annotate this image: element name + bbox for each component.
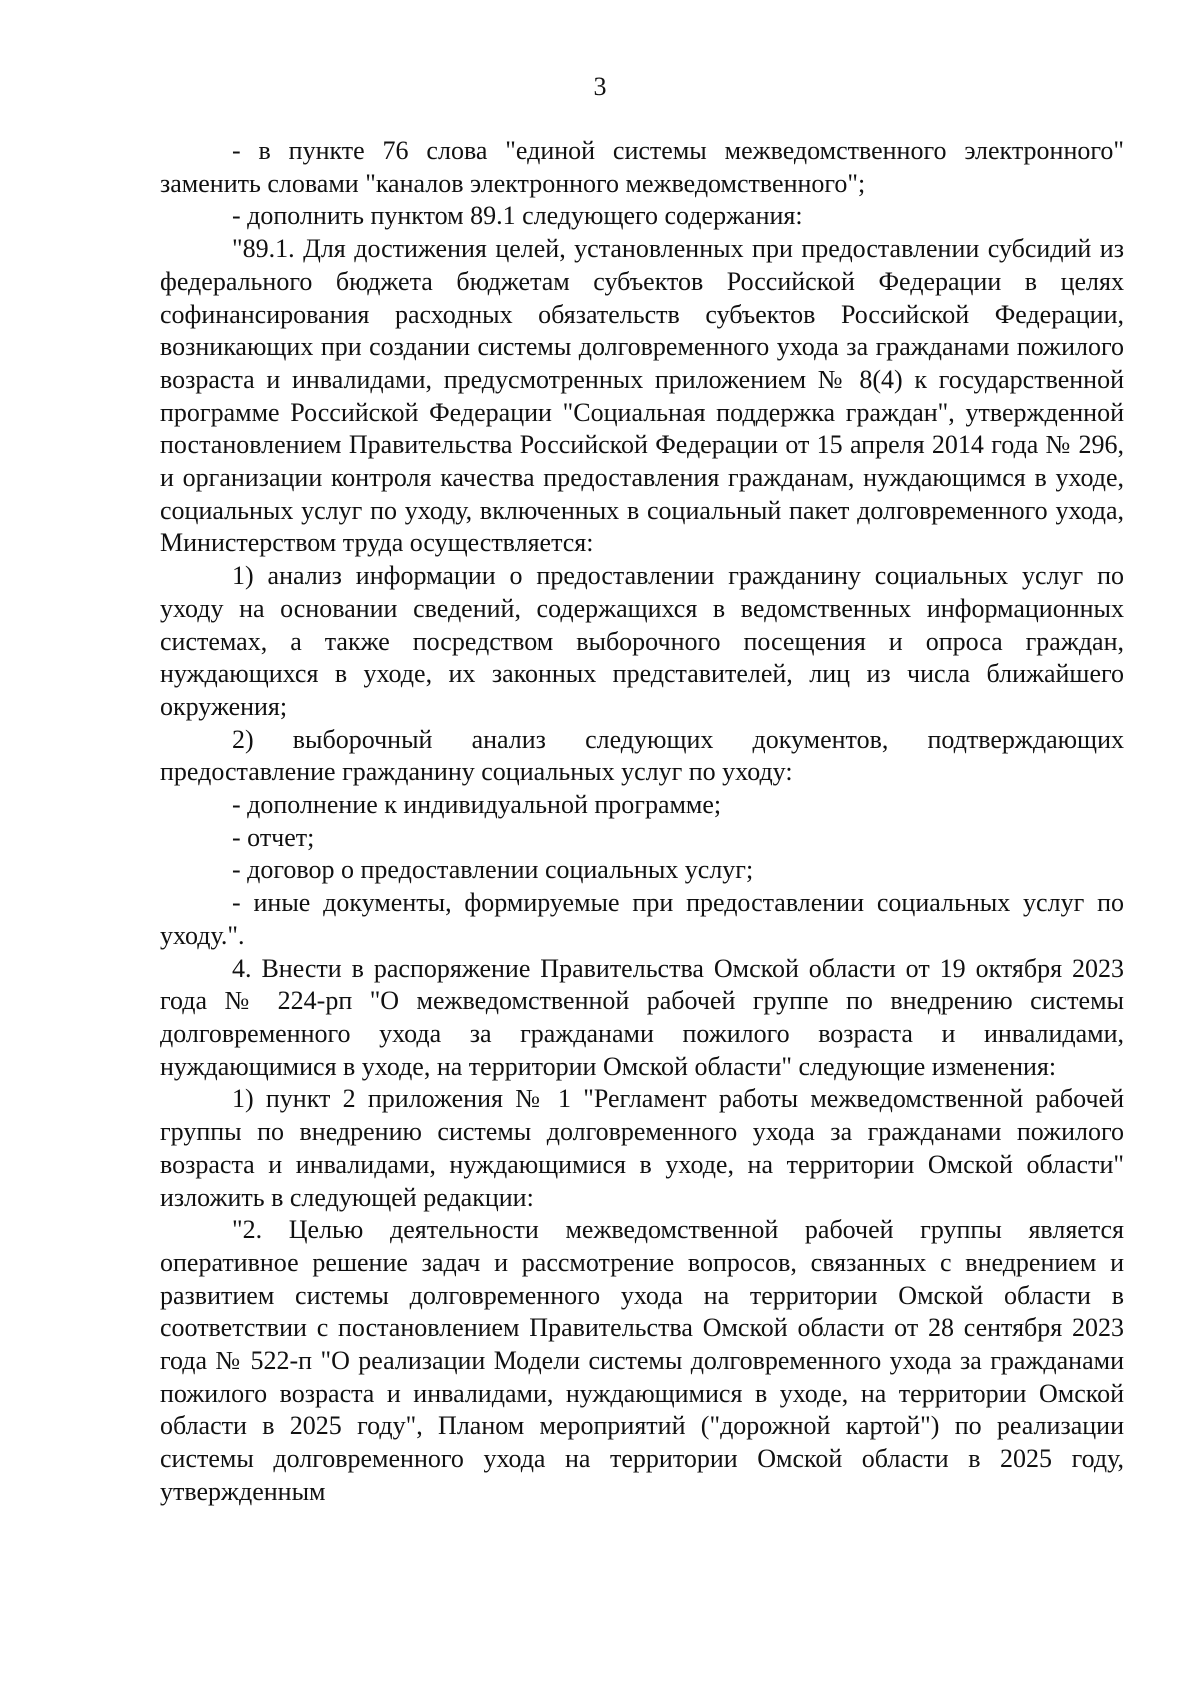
document-body — [160, 135, 1124, 1509]
list-item-other-documents: - иные документы, формируемые при предоставлении социальных услуг по уходу.". — [160, 888, 1124, 950]
list-item-contract: - договор о предоставлении социальных услуг; — [232, 855, 754, 885]
paragraph-section-4: 4. Внести в распоряжение Правительства Омской области от 19 октября 2023 года № 224-рп "О межведомственной рабочей группе по внедрению системы долговременного ухода за гражданами пожилого возраста и инвалидами, нуждающимися в уходе, на территории Омской области" следующие изменения: — [160, 953, 1124, 1081]
page-number: 3 — [593, 72, 607, 101]
paragraph-subitem-2-documents: 2) выборочный анализ следующих документов, подтверждающих предоставление гражданину социальных услуг по уходу: — [160, 724, 1124, 787]
paragraph-section-4-subitem-1: 1) пункт 2 приложения № 1 "Регламент работы межведомственной рабочей группы по внедрению системы долговременного ухода за гражданами пожилого возраста и инвалидами, нуждающимися в уходе, на территории Омской области" изложить в следующей редакции: — [160, 1084, 1124, 1212]
list-item-report: - отчет; — [232, 822, 315, 852]
paragraph-item-89-1-text: "89.1. Для достижения целей, установленных при предоставлении субсидий из федерального бюджета бюджетам субъектов Российской Федерации в целях софинансирования расходных обязательств субъектов Российской Федерации, возникающих при создании системы долговременного ухода за гражданами пожилого возраста и инвалидами, предусмотренных приложением № 8(4) к государственной программе Российской Федерации "Социальная поддержка граждан", утвержденной постановлением Правительства Российской Федерации от 15 апреля 2014 года № 296, и организации контроля качества предоставления гражданам, нуждающимся в уходе, социальных услуг по уходу, включенных в социальный пакет долговременного ухода, Министерством труда осуществляется: — [160, 234, 1124, 558]
list-item-supplement: - дополнение к индивидуальной программе; — [232, 790, 722, 820]
paragraph-item-76-amendment: - в пункте 76 слова "единой системы межведомственного электронного" заменить словами "каналов электронного межведомственного"; — [160, 136, 1124, 198]
paragraph-subitem-1-analysis: 1) анализ информации о предоставлении гражданину социальных услуг по уходу на основании сведений, содержащихся в ведомственных информационных системах, а также посредством выборочного посещения и опроса граждан, нуждающихся в уходе, их законных представителей, лиц из числа ближайшего окружения; — [160, 561, 1124, 721]
paragraph-section-4-item-2-text: "2. Целью деятельности межведомственной рабочей группы является оперативное решение задач и рассмотрение вопросов, связанных с внедрением и развитием системы долговременного ухода на территории Омской области в соответствии с постановлением Правительства Омской области от 28 сентября 2023 года № 522-п "О реализации Модели системы долговременного ухода за гражданами пожилого возраста и инвалидами, нуждающимися в уходе, на территории Омской области в 2025 году", Планом мероприятий ("дорожной картой") по реализации системы долговременного ухода на территории Омской области в 2025 году, утвержденным — [160, 1215, 1124, 1506]
paragraph-add-item-89-1: - дополнить пунктом 89.1 следующего содержания: — [232, 201, 803, 231]
